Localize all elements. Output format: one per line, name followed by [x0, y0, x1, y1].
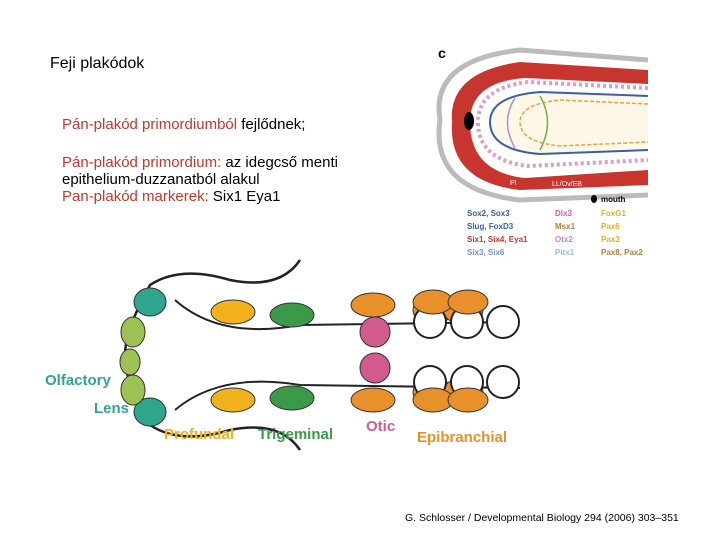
- epibranchial-cap-2-top: [448, 290, 488, 314]
- bullet-2-line3-red: Pan-plakód markerek:: [62, 188, 209, 205]
- legend-col1-item-1: Slug, FoxD3: [467, 222, 514, 231]
- legend-col3-item-2: Pax3: [601, 235, 620, 244]
- epibranchial-cap-1-bottom: [413, 388, 453, 412]
- label-ad: Ad: [478, 118, 487, 125]
- lens-placode-top: [121, 317, 145, 347]
- legend-col2-item-3: Pitx1: [555, 248, 575, 257]
- legend-col1-item-3: Six3, Six6: [467, 248, 505, 257]
- label-trigeminal: Trigeminal: [258, 426, 334, 443]
- pouch-3-top: [487, 306, 519, 338]
- bullet-2-line1-red: Pán-plakód primordium:: [62, 154, 222, 171]
- legend-col2-item-1: Msx1: [555, 222, 576, 231]
- panel-letter-c: c: [438, 45, 446, 61]
- pouch-3-bottom: [487, 366, 519, 398]
- legend-col3-item-1: Pax6: [601, 222, 620, 231]
- olfactory-placode-top: [134, 288, 166, 316]
- legend-col3-item-3: Pax8, Pax2: [601, 248, 643, 257]
- label-olfactory: Olfactory: [45, 372, 111, 389]
- otic-placode-bottom: [360, 353, 390, 383]
- legend-col3-item-0: FoxG1: [601, 209, 626, 218]
- epibranchial-placode-1-top: [351, 293, 395, 317]
- trigeminal-placode-top: [270, 303, 314, 327]
- slide-title: Feji plakódok: [50, 55, 145, 72]
- legend-col1-item-2: Six1, Six4, Eya1: [467, 235, 528, 244]
- epibranchial-placode-1-bottom: [351, 388, 395, 412]
- profundal-placode-bottom: [211, 388, 255, 412]
- epibranchial-cap-1-top: [413, 290, 453, 314]
- label-profundal: Profundal: [164, 426, 234, 443]
- bullet-2-line2: epithelium-duzzanatból alakul: [62, 171, 260, 188]
- legend-col2-item-2: Otx2: [555, 235, 573, 244]
- legend-mouth-label: mouth: [601, 195, 626, 204]
- label-epibranchial: Epibranchial: [417, 429, 508, 446]
- label-ll-ov-eb: LL/Ov/EB: [552, 181, 582, 188]
- lens-placode-mid: [120, 349, 140, 375]
- citation: G. Schlosser / Developmental Biology 294 (2006) 303–351: [405, 512, 679, 524]
- legend-col1-item-0: Sox2, Sox3: [467, 209, 510, 218]
- trigeminal-placode-bottom: [270, 386, 314, 410]
- bullet-2-line1-black: az idegcső menti: [221, 154, 338, 171]
- label-otic: Otic: [366, 418, 396, 435]
- label-lens: Lens: [94, 400, 130, 417]
- bullet-1-red-part: Pán-plakód primordiumból: [62, 116, 238, 133]
- otic-placode-top: [360, 317, 390, 347]
- epibranchial-cap-2-bottom: [448, 388, 488, 412]
- bullet-2-line3-black: Six1 Eya1: [208, 188, 281, 205]
- bullet-1-black-part: fejlődnek;: [237, 116, 306, 133]
- legend-col2-item-0: Dlx3: [555, 209, 572, 218]
- profundal-placode-top: [211, 300, 255, 324]
- label-pl: Pl: [510, 180, 517, 187]
